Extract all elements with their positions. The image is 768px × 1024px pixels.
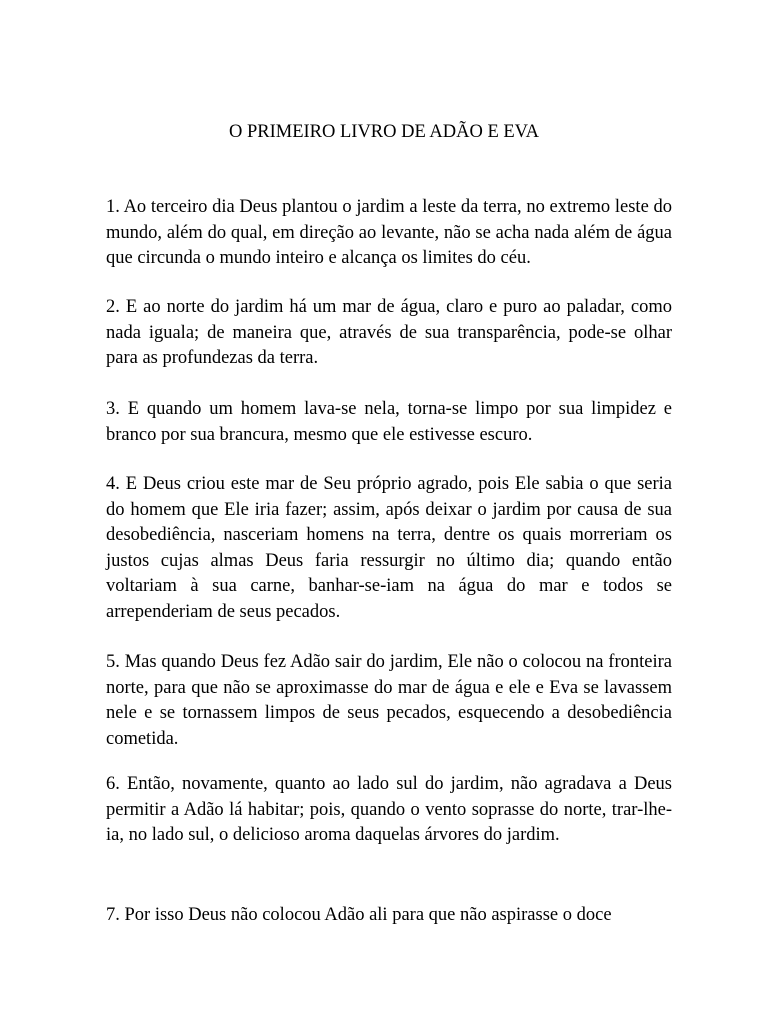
paragraph-7: 7. Por isso Deus não colocou Adão ali para que não aspirasse o doce [106, 905, 612, 925]
paragraph-6: 6. Então, novamente, quanto ao lado sul do jardim, não agradava a Deus permitir a Adão lá habitar; pois, quando o vento soprasse do norte, trar-lhe-ia, no lado sul, o delicioso aroma daquelas árvores do jardim. [106, 774, 672, 845]
paragraph-3: 3. E quando um homem lava-se nela, torna-se limpo por sua limpidez e branco por sua brancura, mesmo que ele estivesse escuro. [106, 399, 672, 445]
paragraph-2: 2. E ao norte do jardim há um mar de água, claro e puro ao paladar, como nada iguala; de maneira que, através de sua transparência, pode-se olhar para as profundezas da terra. [106, 297, 672, 368]
paragraph-5: 5. Mas quando Deus fez Adão sair do jardim, Ele não o colocou na fronteira norte, para que não se aproximasse do mar de água e ele e Eva se lavassem nele e se tornassem limpos de seus pecados, esquecendo a desobediência cometida. [106, 652, 672, 749]
paragraph-1: 1. Ao terceiro dia Deus plantou o jardim a leste da terra, no extremo leste do mundo, além do qual, em direção ao levante, não se acha nada além de água que circunda o mundo inteiro e alcança os limites do céu. [106, 197, 672, 268]
document-title: O PRIMEIRO LIVRO DE ADÃO E EVA [228, 122, 540, 142]
paragraph-4: 4. E Deus criou este mar de Seu próprio agrado, pois Ele sabia o que seria do homem que Ele iria fazer; assim, após deixar o jardim por causa de sua desobediência, nasceriam homens na terra, dentre os quais morreriam os justos cujas almas Deus faria ressurgir no último dia; quando então voltariam à sua carne, banhar-se-iam na água do mar e todos se arrependeriam de seus pecados. [106, 474, 672, 622]
